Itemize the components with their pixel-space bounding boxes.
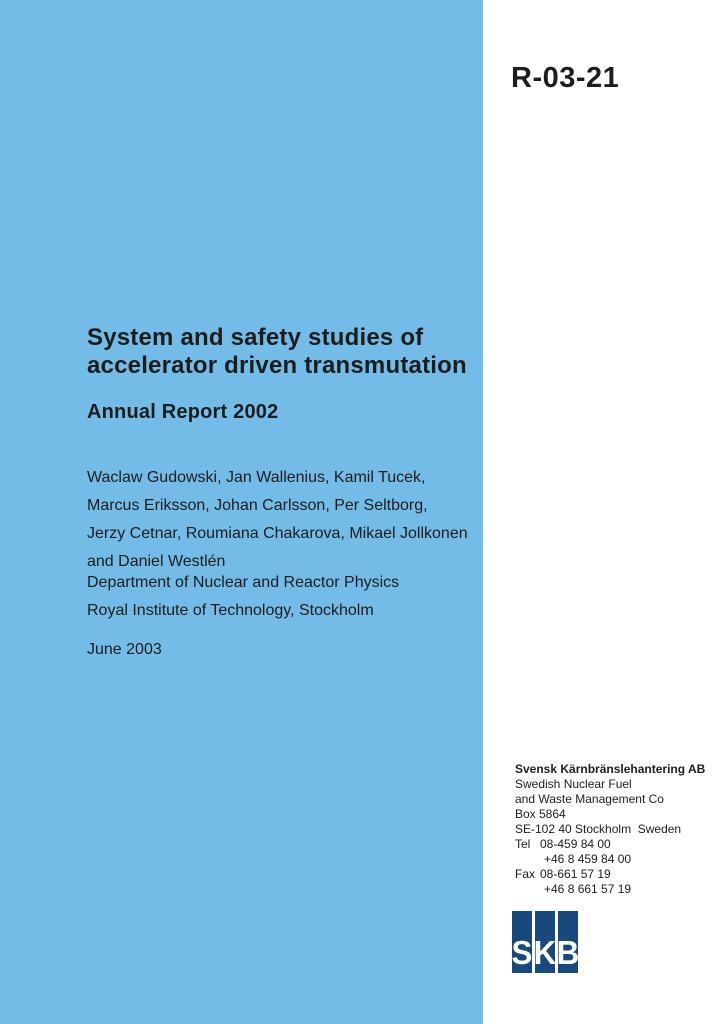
author-line: Waclaw Gudowski, Jan Wallenius, Kamil Tucek,: [87, 469, 426, 486]
fax-row: [515, 867, 705, 882]
affiliation-line: Department of Nuclear and Reactor Physics: [87, 574, 400, 591]
authors-block: [87, 464, 468, 576]
report-title: [87, 324, 467, 380]
tel-number: 08-459 84 00: [540, 837, 611, 851]
report-number: R-03-21: [511, 62, 620, 94]
skb-logo-bar: [558, 911, 578, 973]
skb-logo-letter: K: [533, 934, 557, 971]
tel-number: +46 8 459 84 00: [544, 852, 632, 866]
fax-number: +46 8 661 57 19: [544, 882, 632, 896]
tel-row: [515, 837, 705, 852]
skb-logo-bar: [535, 911, 555, 973]
publication-date: June 2003: [87, 641, 162, 658]
publisher-address-line: Swedish Nuclear Fuel: [515, 777, 632, 791]
tel-row: [515, 852, 705, 867]
report-title-line: System and safety studies of: [87, 324, 424, 351]
report-title-line: accelerator driven transmutation: [87, 352, 467, 379]
author-line: Marcus Eriksson, Johan Carlsson, Per Seltborg,: [87, 497, 428, 514]
publisher-address-line: and Waste Management Co: [515, 792, 664, 806]
fax-number: 08-661 57 19: [540, 867, 611, 881]
report-subtitle: Annual Report 2002: [87, 401, 279, 423]
publisher-block: [515, 762, 705, 897]
affiliation-block: [87, 569, 399, 625]
skb-logo: [512, 911, 578, 973]
publisher-address-line: Box 5864: [515, 807, 566, 821]
fax-label: Fax: [515, 867, 536, 881]
tel-label: Tel: [515, 837, 531, 851]
skb-logo-bar: [512, 911, 532, 973]
skb-logo-letter: S: [511, 934, 533, 971]
affiliation-line: Royal Institute of Technology, Stockholm: [87, 602, 374, 619]
author-line: Jerzy Cetnar, Roumiana Chakarova, Mikael Jollkonen: [87, 525, 468, 542]
publisher-company: Svensk Kärnbränslehantering AB: [515, 762, 706, 776]
author-line: and Daniel Westlén: [87, 553, 226, 570]
fax-row: [515, 882, 705, 897]
publisher-address-line: SE-102 40 Stockholm Sweden: [515, 822, 682, 836]
skb-logo-letter: B: [556, 934, 580, 971]
